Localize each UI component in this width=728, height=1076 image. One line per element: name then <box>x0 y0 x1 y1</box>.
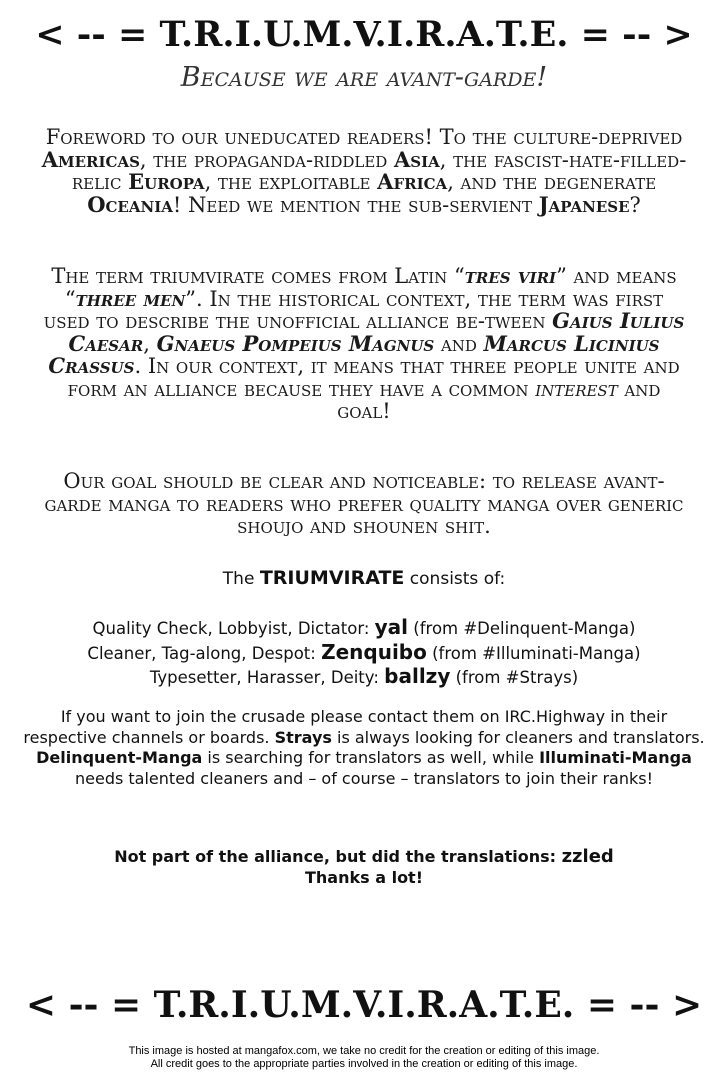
word-interest: interest <box>535 376 618 401</box>
word-americas: Americas <box>41 146 140 172</box>
consists-heading: The TRIUMVIRATE consists of: <box>222 567 506 589</box>
member-nick: Zenquibo <box>321 640 427 664</box>
name-pompeius: Gnaeus Pompeius Magnus <box>156 330 435 356</box>
credit-notice: All credit goes to the appropriate parties involved in the creation or editing of this image. <box>150 1058 578 1070</box>
foreword-paragraph: Foreword to our uneducated readers! To the culture-deprived Americas, the propaganda-riddled Asia, the fascist-hate-filled-relic Europa, the exploitable Africa, and the degenerate Oceania! Need we mention the sub-servient Japanese? <box>41 125 687 217</box>
member-row: Cleaner, Tag-along, Despot: Zenquibo (from #Illuminati-Manga) <box>87 640 641 664</box>
latin-three-men: three men <box>75 285 186 311</box>
group-strays: Strays <box>274 727 332 747</box>
word-africa: Africa <box>377 169 448 194</box>
name-caesar: Gaius Iulius Caesar <box>68 308 685 356</box>
group-delinquent: Delinquent-Manga <box>36 748 203 768</box>
member-nick: ballzy <box>384 664 451 688</box>
word-japanese: Japanese <box>538 191 630 217</box>
tagline: Because we are avant-garde! <box>180 62 548 93</box>
member-nick: yal <box>374 615 409 639</box>
member-row: Quality Check, Lobbyist, Dictator: yal (from #Delinquent-Manga) <box>92 615 636 639</box>
banner-top: < -- = T.R.I.U.M.V.I.R.A.T.E. = -- > <box>35 14 693 55</box>
group-illuminati: Illuminati-Manga <box>539 748 692 768</box>
term-paragraph: The term triumvirate comes from Latin “tres viri” and means “three men”. In the historical context, the term was first used to describe the unofficial alliance be-tween Gaius Iulius Caesar, Gnaeus Pompeius Magnus and Marcus Licinius Crassus. In our context, it means that three people unite and form an alliance because they have a common interest and goal! <box>43 263 685 423</box>
word-europa: Europa <box>128 169 205 194</box>
word-oceania: Oceania <box>87 191 173 217</box>
latin-tres-viri: tres viri <box>464 263 557 288</box>
join-paragraph: If you want to join the crusade please contact them on IRC.Highway in their respective channels or boards. Strays is always looking for cleaners and translators. Delinquent-Manga is searching for translators as well, while Illuminati-Manga needs talented cleaners and – of course – translators to join their ranks! <box>23 707 705 788</box>
word-asia: Asia <box>394 146 440 172</box>
triumvirate-name: TRIUMVIRATE <box>259 567 405 589</box>
hosting-notice: This image is hosted at mangafox.com, we take no credit for the creation or editing of this image. <box>128 1045 600 1057</box>
member-row: Typesetter, Harasser, Deity: ballzy (from #Strays) <box>149 664 579 688</box>
banner-bottom: < -- = T.R.I.U.M.V.I.R.A.T.E. = -- > <box>25 984 703 1026</box>
goal-paragraph: Our goal should be clear and noticeable: to release avant-garde manga to readers who prefer quality manga over generic shoujo and shounen shit. <box>44 469 684 538</box>
name-crassus: Marcus Licinius Crassus <box>48 330 660 378</box>
translator-nick: zzled <box>561 846 614 867</box>
translator-credit: Not part of the alliance, but did the translations: zzled Thanks a lot! <box>114 846 614 887</box>
